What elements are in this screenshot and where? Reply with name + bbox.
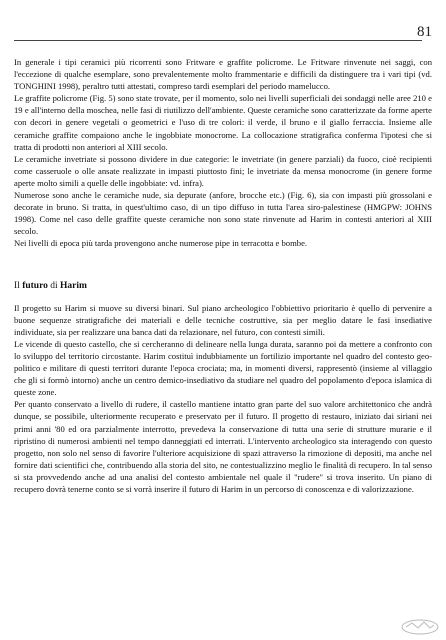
header-rule (14, 40, 422, 41)
page-body (14, 56, 432, 495)
paragraph: Le graffite policrome (Fig. 5) sono state trovate, per il momento, solo nei livelli superficiali dei sondaggi nelle aree 210 e 19 e all'interno della moschea, nelle fasi di riutilizzo dell'ambiente. Queste ceramiche sono caratterizzate da forme aperte con decori in genere vegetali o geometrici e l'uso di tre colori: il verde, il bruno e il giallo ferraccia. Insieme alle ceramiche graffite compaiono anche le ingobbiate monocrome. La collocazione stratigrafica conferma l'ipotesi che si tratta di prodotti non anteriori al XIII secolo. (14, 93, 432, 152)
section-heading-middle: di (47, 280, 61, 291)
section-heading-prefix: Il (14, 280, 23, 291)
paragraph: Le ceramiche invetriate si possono dividere in due categorie: le invetriate (in genere parziali) da fuoco, cioè recipienti come casseruole o olle ansate realizzate in impasti piuttosto fini; le invetriate da mensa monocrome (in genere forme aperte molto simili a quelle delle ingobbiate: vd. infra). (14, 153, 432, 188)
paragraph: In generale i tipi ceramici più ricorrenti sono Fritware e graffite policrome. Le Fritware rinvenute nei saggi, con l'eccezione di qualche esemplare, sono prevalentemente molto frammentarie e difficili da distinguere tra i vari tipi (vd. TONGHINI 1998), peraltro tutti attestati, compreso tardi esemplari del periodo mamelucco. (14, 57, 432, 92)
paragraph: Per quanto conservato a livello di rudere, il castello mantiene intatto gran parte del suo valore architettonico che andrà dunque, se possibile, ulteriormente recuperato e preservato per il futuro. Il progetto di restauro, iniziato dai siriani nei primi anni '80 ed ora parzialmente interrotto, prevedeva la conservazione di tutta una serie di strutture murarie e il ripristino di numerosi ambienti nel tempo danneggiati ed interrati. L'intervento archeologico sta interagendo con questo progetto, non solo nel senso di favorire l'ulteriore acquisizione di spazi attraverso la rimozione di depositi, ma anche nel fornire dati scientifici che, contribuendo alla storia del sito, ne contestualizzino meglio le finalità di recupero. In tal senso si sta provvedendo anche ad una analisi del contesto ambientale nel quale il "rudere" si trova inserito. Un piano di recupero dovrà tenerne conto se si vorrà inserire il futuro di Harim in un percorso di conoscenza e di valorizzazione. (14, 399, 432, 494)
section-heading (14, 280, 432, 292)
paragraph: Nei livelli di epoca più tarda provengono anche numerose pipe in terracotta e bombe. (14, 238, 308, 249)
corner-mark-icon (400, 618, 440, 636)
section-heading-place: Harim (60, 280, 87, 291)
page-number: 81 (417, 24, 432, 40)
paragraph: Le vicende di questo castello, che si cercheranno di delineare nella lunga durata, saranno poi da mettere a confronto con lo sviluppo del territorio circostante. Harim costituì indubbiamente un fortilizio importante nel quadro del contesto geo-politico e militare di questi territori durante l'epoca crociata; ma, in momenti diversi, rappresentò (insieme al villaggio che gli si formò intorno) anche un centro demico-insediativo da studiare nel quadro del popolamento d'epoca islamica di queste zone. (14, 338, 432, 398)
paragraph: Il progetto su Harim si muove su diversi binari. Sul piano archeologico l'obbiettivo prioritario è quello di pervenire a buone sequenze stratigrafiche dei materiali e delle tecniche costruttive, sia per meglio datare le fasi insediative individuate, sia per realizzare una banca dati da relazionare, nel futuro, con contesti simili. (14, 302, 432, 337)
section-heading-bold: futuro (22, 280, 48, 291)
paragraph: Numerose sono anche le ceramiche nude, sia depurate (anfore, brocche etc.) (Fig. 6), sia con impasti più grossolani e decorate in bruno. Si tratta, in quest'ultimo caso, di un tipo diffuso in tutta l'area siro-palestinese (HMGPW: JOHNS 1998). Come nel caso delle graffite queste ceramiche non sono state rinvenute ad Harim in contesti anteriori al XIII secolo. (14, 190, 432, 237)
